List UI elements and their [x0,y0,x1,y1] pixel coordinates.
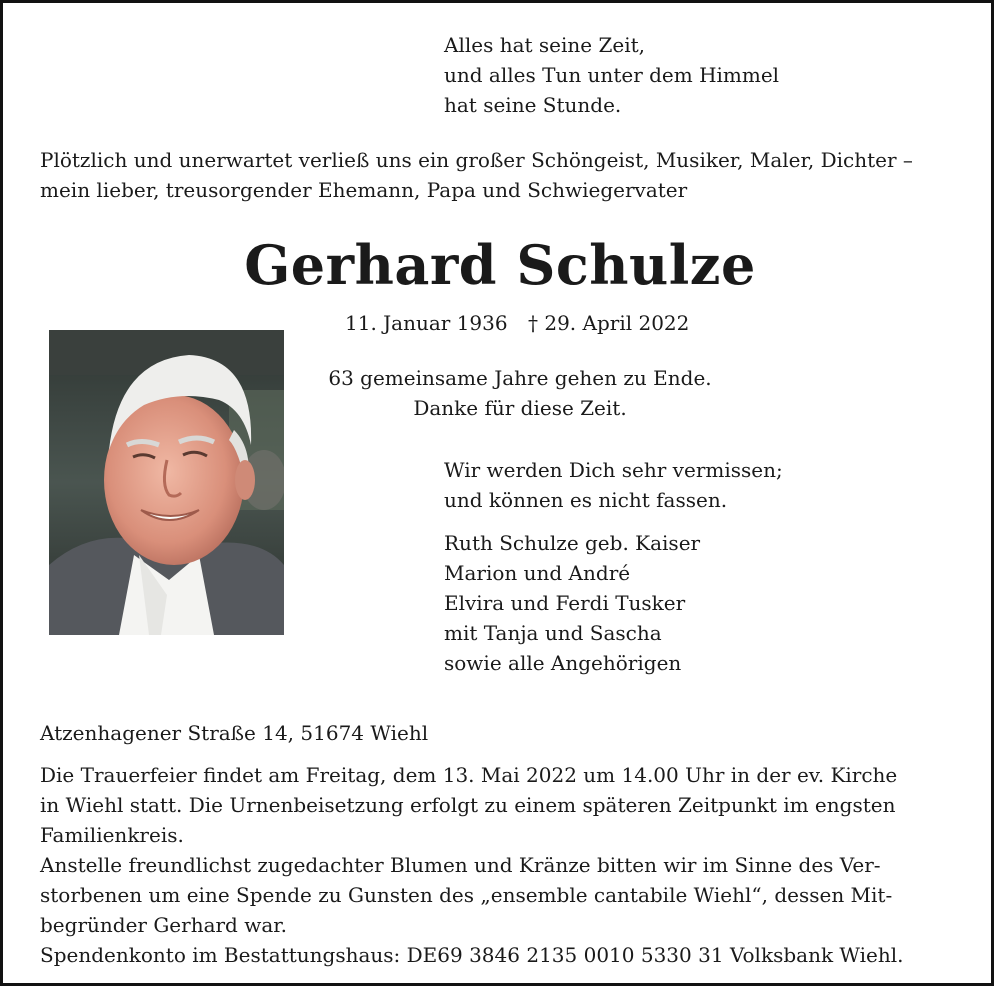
together-line: 63 gemeinsame Jahre gehen zu Ende. [328,366,712,390]
motto-verse [444,30,779,120]
motto-line: Alles hat seine Zeit, [444,33,645,57]
motto-line: und alles Tun unter dem Himmel [444,63,780,87]
family-member: sowie alle Angehörigen [444,651,682,675]
funeral-line: begründer Gerhard war. [40,913,287,937]
intro-text [40,145,913,205]
address: Atzenhagener Straße 14, 51674 Wiehl [40,721,429,745]
family-member: mit Tanja und Sascha [444,621,662,645]
funeral-line: Die Trauerfeier findet am Freitag, dem 13. Mai 2022 um 14.00 Uhr in der ev. Kirche [40,763,898,787]
portrait-illustration [49,330,284,635]
funeral-details [40,760,960,970]
funeral-line: Spendenkonto im Bestattungshaus: DE69 3846 2135 0010 5330 31 Volksbank Wiehl. [40,943,904,967]
intro-line: mein lieber, treusorgender Ehemann, Papa und Schwiegervater [40,178,688,202]
family-signatures [444,528,700,678]
miss-line: Wir werden Dich sehr vermissen; [444,458,783,482]
funeral-line: storbenen um eine Spende zu Gunsten des „ensemble cantabile Wiehl“, dessen Mit- [40,883,893,907]
funeral-line: Familienkreis. [40,823,184,847]
miss-text [444,455,783,515]
funeral-line: in Wiehl statt. Die Urnenbeisetzung erfolgt zu einem späteren Zeitpunkt im engsten [40,793,896,817]
birth-date: 11. Januar 1936 [345,311,508,335]
family-member: Elvira und Ferdi Tusker [444,591,686,615]
together-line: Danke für diese Zeit. [413,396,627,420]
intro-line: Plötzlich und unerwartet verließ uns ein großer Schöngeist, Musiker, Maler, Dichter – [40,148,913,172]
together-text [320,363,720,423]
funeral-line: Anstelle freundlichst zugedachter Blumen und Kränze bitten wir im Sinne des Ver- [40,853,881,877]
deceased-name: Gerhard Schulze [244,233,756,297]
family-member: Ruth Schulze geb. Kaiser [444,531,701,555]
portrait-photo [49,330,284,635]
motto-line: hat seine Stunde. [444,93,622,117]
family-member: Marion und André [444,561,631,585]
miss-line: und können es nicht fassen. [444,488,728,512]
death-date: † 29. April 2022 [528,311,690,335]
